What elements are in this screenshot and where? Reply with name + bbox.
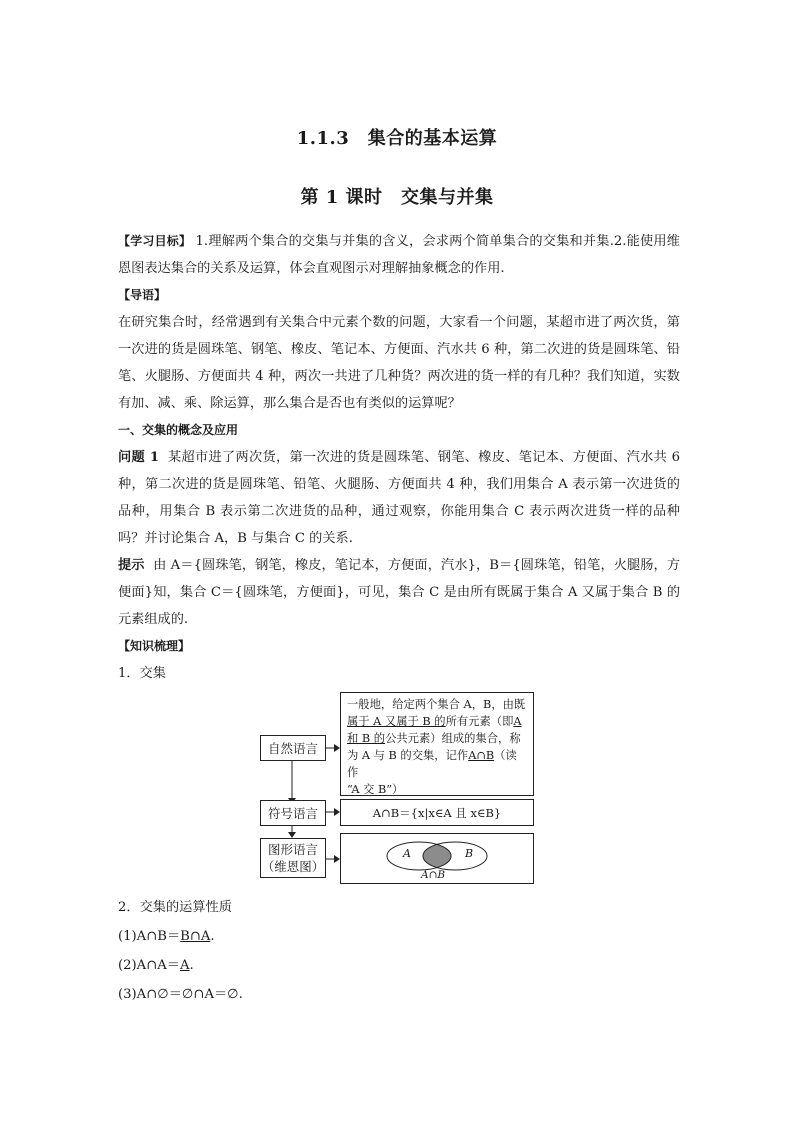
definition-blank-2b: 和 B 的 bbox=[347, 732, 386, 745]
definition-line-2 bbox=[347, 713, 527, 730]
graphic-label-line-1: 图形语言 bbox=[267, 842, 318, 857]
natural-language-definition bbox=[340, 692, 534, 796]
graphic-language-label bbox=[260, 838, 326, 878]
content bbox=[118, 228, 680, 687]
definition-line-5: “A 交 B”） bbox=[347, 783, 404, 796]
property-1-answer: B∩A bbox=[180, 929, 211, 944]
goals-text: 1.理解两个集合的交集与并集的含义，会求两个简单集合的交集和并集.2.能使用维恩图表达集合的关系及运算，体会直观图示对理解抽象概念的作用. bbox=[118, 234, 680, 276]
properties-list bbox=[118, 893, 243, 1009]
hint-text: 由 A＝{圆珠笔，钢笔，橡皮，笔记本，方便面，汽水}，B＝{圆珠笔，铅笔，火腿肠，方便面}知，集合 C＝{圆珠笔，方便面}，可见，集合 C 是由所有既属于集合 A 又属于集合 B 的元素组成的. bbox=[118, 558, 681, 627]
definition-line-3-text: 公共元素）组成的集合，称 bbox=[385, 732, 521, 745]
property-1-text: (1)A∩B＝ bbox=[118, 929, 181, 944]
property-2-end: . bbox=[189, 958, 194, 973]
property-1 bbox=[118, 922, 243, 951]
question-1-text: 某超市进了两次货，第一次进的货是圆珠笔、钢笔、橡皮、笔记本、方便面、汽水共 6 种，第二次进的货是圆珠笔、铅笔、火腿肠、方便面共 4 种，我们用集合 A 表示第一次进货的品种，用集合 B 表示第二次进货的品种，通过观察，你能用集合 C 表示两次进货一样的品种吗？并讨论集合 A，B 与集合 C 的关系. bbox=[118, 450, 680, 546]
definition-line-3 bbox=[347, 730, 527, 747]
question-1-label: 问题 1 bbox=[118, 450, 160, 465]
definition-blank-2a: A bbox=[513, 715, 522, 728]
item-2-heading: 2．交集的运算性质 bbox=[118, 900, 232, 915]
venn-label-a: A bbox=[403, 847, 411, 860]
venn-label-b: B bbox=[465, 847, 474, 860]
property-1-end: . bbox=[210, 929, 215, 944]
definition-line-2-text: 所有元素（即 bbox=[445, 715, 514, 728]
venn-caption: A∩B bbox=[421, 869, 446, 881]
goals-label: 【学习目标】 bbox=[118, 234, 192, 248]
symbol-language-label: 符号语言 bbox=[260, 800, 326, 826]
intersection-diagram bbox=[258, 692, 538, 888]
intro-label: 【导语】 bbox=[118, 288, 167, 302]
definition-line-4 bbox=[347, 747, 527, 781]
property-2-text: (2)A∩A＝ bbox=[118, 958, 180, 973]
section-heading: 一、交集的概念及应用 bbox=[118, 423, 239, 437]
question-1 bbox=[118, 444, 680, 552]
definition-line-4-tail: （读作 bbox=[347, 749, 517, 779]
natural-language-label: 自然语言 bbox=[260, 735, 326, 761]
symbol-language-formula bbox=[340, 799, 534, 826]
property-3 bbox=[118, 980, 243, 1009]
definition-line-4-text: 为 A 与 B 的交集，记作 bbox=[347, 749, 469, 762]
intro-text: 在研究集合时，经常遇到有关集合中元素个数的问题，大家看一个问题，某超市进了两次货，第一次进的货是圆珠笔、钢笔、橡皮、笔记本、方便面、汽水共 6 种，第二次进的货是圆珠笔、铅笔、火腿肠、方便面共 4 种，两次一共进了几种货？两次进的货一样的有几种？我们知道，实数有加、减、乘、除运算，那么集合是否也有类似的运算呢？ bbox=[118, 315, 680, 411]
definition-line-1: 一般地，给定两个集合 A，B，由既 bbox=[347, 698, 526, 711]
hint-label: 提示 bbox=[118, 558, 145, 573]
item-1-heading: 1．交集 bbox=[118, 666, 166, 681]
symbol-formula-text: A∩B＝{x|x∈A 且 x∈B} bbox=[372, 805, 502, 820]
page-title: 1.1.3 集合的基本运算 bbox=[296, 128, 498, 149]
knowledge-label: 【知识梳理】 bbox=[118, 639, 191, 653]
graphic-label-line-2: （维恩图） bbox=[261, 859, 325, 874]
definition-blank-1: 属于 A 又属于 B 的 bbox=[347, 715, 446, 728]
learning-goals bbox=[118, 228, 680, 282]
definition-blank-3: A∩B bbox=[468, 749, 495, 762]
property-2 bbox=[118, 951, 243, 980]
page-subtitle: 第 1 课时 交集与并集 bbox=[300, 187, 494, 208]
venn-diagram-box bbox=[340, 833, 534, 884]
property-3-text: (3)A∩∅＝∅∩A＝∅. bbox=[118, 987, 243, 1002]
hint bbox=[118, 552, 680, 633]
property-2-answer: A bbox=[179, 958, 190, 973]
